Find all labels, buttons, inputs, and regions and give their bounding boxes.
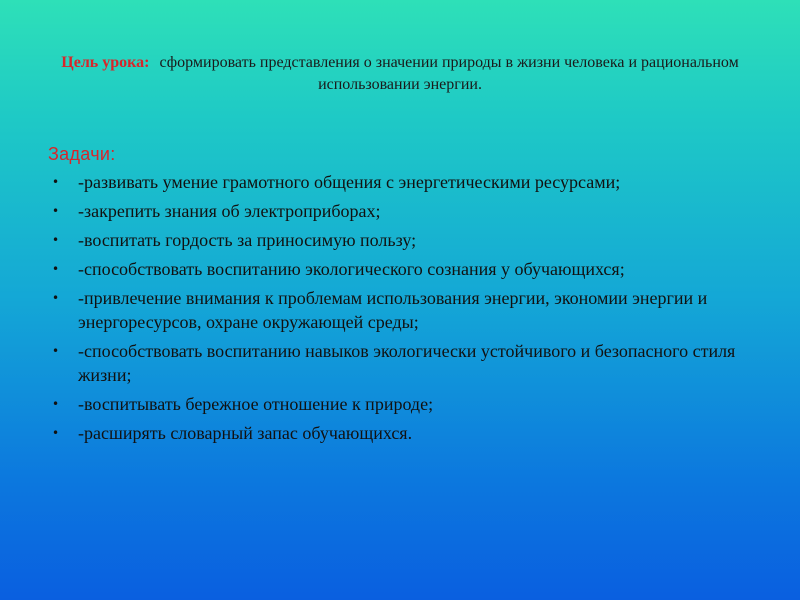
lesson-goal-label: Цель урока:: [61, 54, 150, 71]
lesson-goal: [40, 52, 760, 96]
task-item-text: -развивать умение грамотного общения с энергетическими ресурсами;: [78, 172, 621, 192]
bullet-icon: •: [52, 344, 60, 358]
bullet-icon: •: [52, 262, 60, 276]
bullet-icon: •: [52, 233, 60, 247]
task-item: [48, 421, 768, 445]
task-list: [48, 170, 768, 450]
lesson-goal-text: сформировать представления о значении природы в жизни человека и рациональном использовании энергии.: [159, 54, 739, 93]
bullet-icon: •: [52, 397, 60, 411]
task-item: [48, 257, 768, 281]
bullet-icon: •: [52, 204, 60, 218]
task-item-text: -расширять словарный запас обучающихся.: [78, 423, 413, 443]
task-item: [48, 339, 768, 387]
bullet-icon: •: [52, 426, 60, 440]
task-item-text: -воспитывать бережное отношение к природе;: [78, 394, 434, 414]
task-item: [48, 392, 768, 416]
task-item: [48, 286, 768, 334]
task-item-text: -способствовать воспитанию экологического сознания у обучающихся;: [78, 259, 625, 279]
task-item-text: -привлечение внимания к проблемам использования энергии, экономии энергии и энергоресурсов, охране окружающей среды;: [78, 288, 708, 332]
bullet-icon: •: [52, 175, 60, 189]
bullet-icon: •: [52, 291, 60, 305]
task-item-text: -способствовать воспитанию навыков экологически устойчивого и безопасного стиля жизни;: [78, 341, 736, 385]
task-item-text: -воспитать гордость за приносимую пользу;: [78, 230, 417, 250]
tasks-heading: Задачи:: [48, 144, 116, 164]
task-item-text: -закрепить знания об электроприборах;: [78, 201, 381, 221]
task-item: [48, 199, 768, 223]
task-item: [48, 170, 768, 194]
task-item: [48, 228, 768, 252]
